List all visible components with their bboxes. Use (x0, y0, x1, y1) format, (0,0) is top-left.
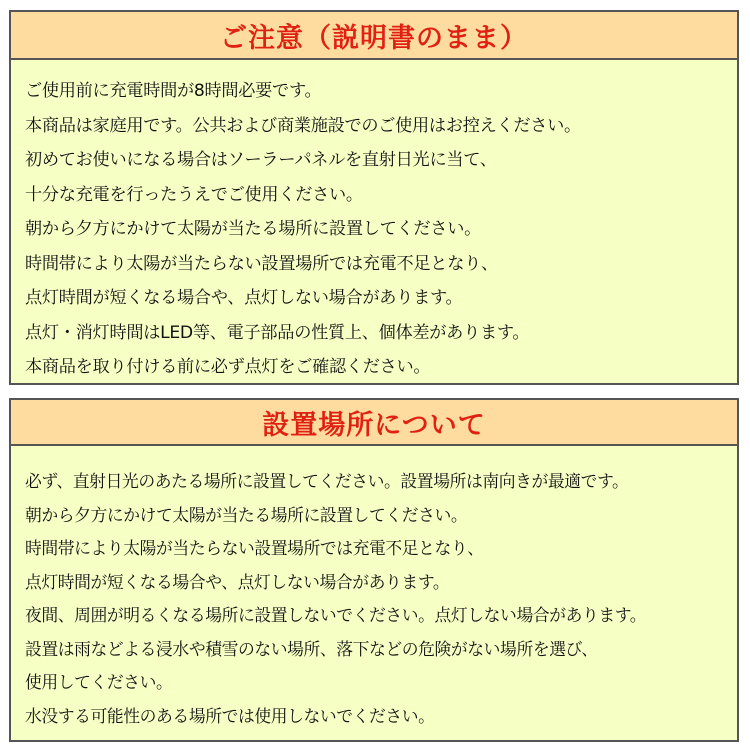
location-title: 設置場所について (262, 409, 486, 441)
location-line: 点灯時間が短くなる場合や、点灯しない場合があります。 (25, 571, 450, 592)
caution-line: ご使用前に充電時間が8時間必要です。 (25, 81, 322, 101)
location-line: 夜間、周囲が明るくなる場所に設置しないでください。点灯しない場合があります。 (25, 605, 647, 625)
caution-header (11, 12, 737, 60)
location-line: 水没する可能性のある場所では使用しないでください。 (25, 705, 435, 726)
caution-line: 初めてお使いになる場合はソーラーパネルを直射日光に当て、 (25, 150, 497, 170)
caution-line: 点灯・消灯時間はLED等、電子部品の性質上、個体差があります。 (25, 322, 530, 343)
caution-line: 時間帯により太陽が当たらない設置場所では充電不足となり、 (25, 253, 498, 274)
location-line: 使用してください。 (25, 672, 173, 692)
caution-line: 本商品を取り付ける前に必ず点灯をご確認ください。 (25, 357, 431, 377)
location-line: 必ず、直射日光のあたる場所に設置してください。設置場所は南向きが最適です。 (25, 471, 629, 491)
caution-line: 点灯時間が短くなる場合や、点灯しない場合があります。 (25, 288, 463, 308)
caution-body (11, 60, 737, 385)
location-line: 朝から夕方にかけて太陽が当たる場所に設置してください。 (25, 504, 468, 525)
caution-title: ご注意（説明書のまま） (220, 22, 528, 54)
location-panel (9, 398, 739, 742)
caution-panel (9, 10, 739, 385)
caution-line: 本商品は家庭用です。公共および商業施設でのご使用はお控えください。 (25, 115, 581, 136)
location-header (11, 400, 737, 446)
location-line: 設置は雨などよる浸水や積雪のない場所、落下などの危険がない場所を選び、 (25, 638, 598, 659)
location-body (11, 446, 737, 733)
caution-line: 朝から夕方にかけて太陽が当たる場所に設置してください。 (25, 219, 481, 239)
caution-line: 十分な充電を行ったうえでご使用ください。 (25, 184, 363, 205)
location-line: 時間帯により太陽が当たらない設置場所では充電不足となり、 (25, 538, 484, 558)
